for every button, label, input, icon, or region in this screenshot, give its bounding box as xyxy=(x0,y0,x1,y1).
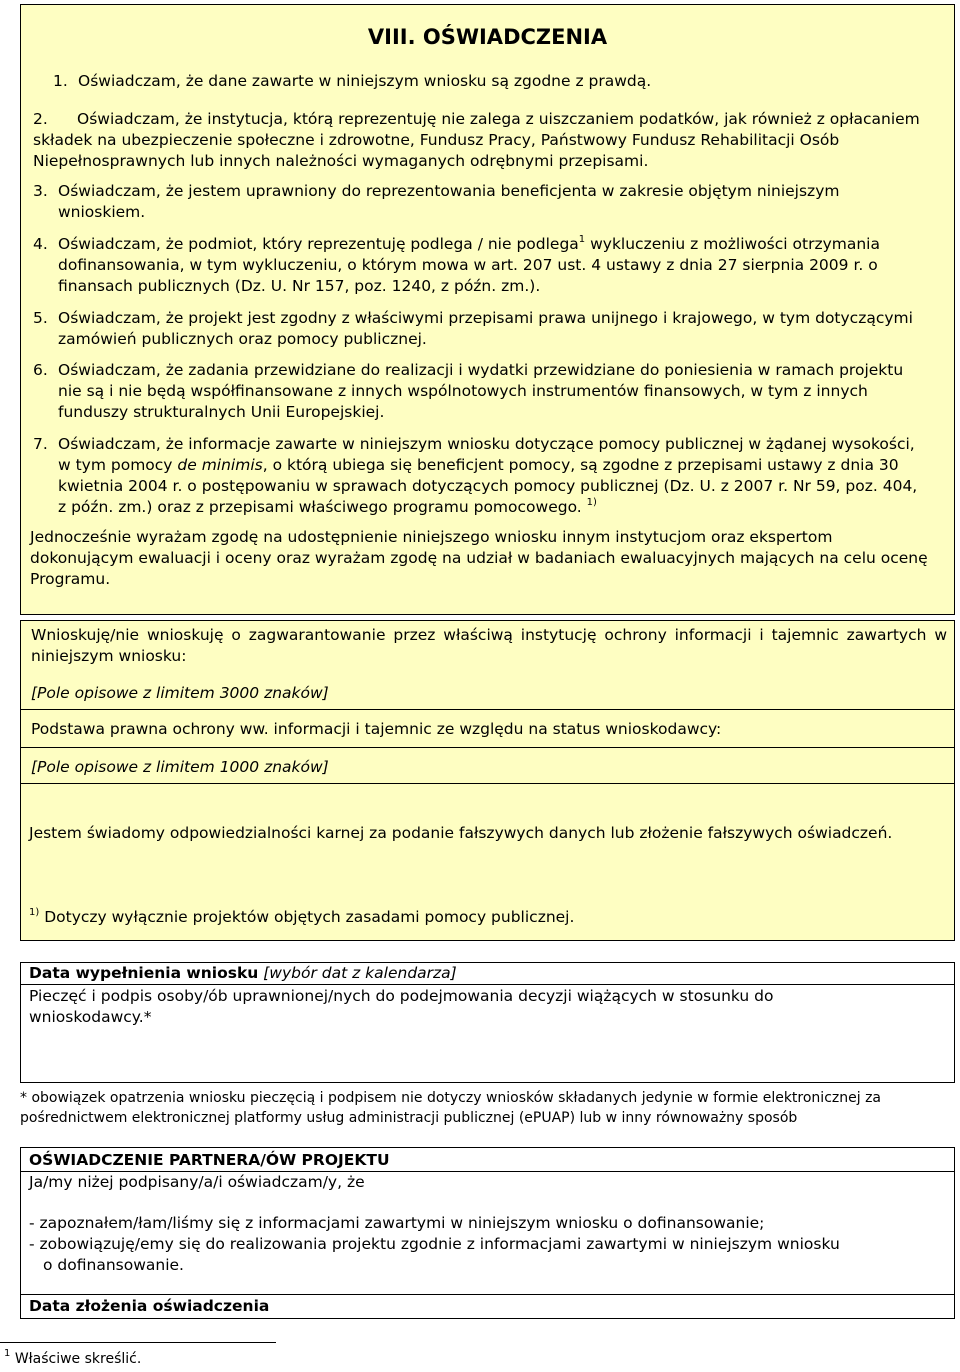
declaration-4 xyxy=(33,234,930,297)
partner-title: OŚWIADCZENIE PARTNERA/ÓW PROJEKTU xyxy=(29,1151,390,1169)
protection-request: Wnioskuję/nie wnioskuję o zagwarantowanie przez właściwą instytucję ochrony informacji i tajemnic zawartych w niniejszym wniosku: xyxy=(31,626,947,665)
divider xyxy=(21,747,954,748)
consent-text: Jednocześnie wyrażam zgodę na udostępnienie niniejszego wniosku innym instytucjom oraz ekspertom dokonującym ewaluacji i oceny oraz wyrażam zgodę na udział w badaniach ewaluacyjnych mających na celu ocenę Programu. xyxy=(30,528,928,588)
responsibility-text: Jestem świadomy odpowiedzialności karnej za podanie fałszywych danych lub złożenie fałszywych oświadczeń. xyxy=(29,824,893,842)
declaration-number: 6. xyxy=(33,361,48,379)
signature-footnote: * obowiązek opatrzenia wniosku pieczęcią i podpisem nie dotyczy wniosków składanych jedynie w formie elektronicznej za pośrednictwem elektronicznej platformy usług administracji publicznej (ePUAP) lub w inny równoważny sposób xyxy=(20,1090,881,1126)
declaration-text: Oświadczam, że dane zawarte w niniejszym wniosku są zgodne z prawdą. xyxy=(78,72,652,90)
declaration-2 xyxy=(33,109,930,172)
protection-field-2[interactable]: [Pole opisowe z limitem 1000 znaków] xyxy=(31,758,329,776)
declaration-number: 2. xyxy=(33,110,48,128)
partner-section xyxy=(20,1147,955,1319)
partner-line-2: - zobowiązuję/emy się do realizowania projektu zgodnie z informacjami zawartymi w niniejszym wniosku xyxy=(29,1235,840,1253)
public-aid-note xyxy=(29,907,574,928)
footnote-ref: 1) xyxy=(29,906,40,918)
declaration-number: 4. xyxy=(33,235,48,253)
partner-line-2-cont: o dofinansowanie. xyxy=(43,1256,184,1274)
divider xyxy=(21,984,954,985)
footnote-ref: 1 xyxy=(578,233,586,245)
legal-basis-label: Podstawa prawna ochrony ww. informacji i tajemnic ze względu na status wnioskodawcy: xyxy=(31,720,722,738)
declaration-text: Oświadczam, że zadania przewidziane do realizacji i wydatki przewidziane do poniesienia w ramach projektu nie są i nie będą współfinansowane z innych wspólnotowych instrumentów finansowych, w tym z innych funduszy strukturalnych Unii Europejskiej. xyxy=(58,361,904,421)
public-aid-note-text: Dotyczy wyłącznie projektów objętych zasadami pomocy publicznej. xyxy=(39,908,575,926)
declaration-1 xyxy=(53,71,930,92)
protection-section xyxy=(20,620,955,941)
date-picker-hint[interactable]: [wybór dat z kalendarza] xyxy=(258,964,457,982)
declaration-number: 3. xyxy=(33,182,48,200)
page-footnote-text: Właściwe skreślić. xyxy=(10,1351,142,1367)
declaration-text: Oświadczam, że instytucja, którą reprezentuję nie zalega z uiszczaniem podatków, jak również z opłacaniem składek na ubezpieczenie społeczne i zdrowotne, Fundusz Pracy, Państwowy Fundusz Rehabilitacji Osób Niepełnosprawnych lub innych należności wymaganych odrębnymi przepisami. xyxy=(33,110,920,170)
declaration-text-cont: , o którą ubiega się beneficjent pomocy, są zgodne z przepisami ustawy z dnia 30 kwietnia 2004 r. o postępowaniu w sprawach dotyczących pomocy publicznej (Dz. U. z 2007 r. Nr 59, poz. 404, z późn. zm.) oraz z przepisami właściwego programu pomocowego. xyxy=(58,456,918,516)
declaration-italic: de minimis xyxy=(177,456,263,474)
declaration-text: Oświadczam, że projekt jest zgodny z właściwymi przepisami prawa unijnego i krajowego, w tym dotyczącymi zamówień publicznych oraz pomocy publicznej. xyxy=(58,309,913,348)
footnote-separator xyxy=(0,1342,276,1343)
partner-intro: Ja/my niżej podpisany/a/i oświadczam/y, że xyxy=(29,1173,365,1191)
declaration-6 xyxy=(33,360,930,423)
declaration-3 xyxy=(33,181,930,223)
protection-field-1[interactable]: [Pole opisowe z limitem 3000 znaków] xyxy=(31,684,329,702)
footnote-ref: 1 xyxy=(4,1348,11,1360)
declaration-number: 1. xyxy=(53,72,68,90)
signature-section xyxy=(20,962,955,1083)
declaration-5 xyxy=(33,308,930,350)
declaration-text-cont: wykluczeniu z możliwości otrzymania dofinansowania, w tym wykluczeniu, o którym mowa w art. 207 ust. 4 ustawy z dnia 27 sierpnia 2009 r. o finansach publicznych (Dz. U. Nr 157, poz. 1240, z późn. zm.). xyxy=(58,235,880,295)
declaration-text: Oświadczam, że informacje zawarte w niniejszym wniosku dotyczące pomocy publicznej w żądanej wysokości, w tym pomocy xyxy=(58,435,915,474)
declaration-number: 7. xyxy=(33,435,48,453)
declaration-7 xyxy=(33,434,930,518)
stamp-signature-text: Pieczęć i podpis osoby/ób uprawnionej/nych do podejmowania decyzji wiążących w stosunku do wnioskodawcy.* xyxy=(29,987,774,1026)
section-title: VIII. OŚWIADCZENIA xyxy=(367,25,608,49)
divider xyxy=(21,709,954,710)
declaration-text: Oświadczam, że podmiot, który reprezentuję podlega / nie podlega xyxy=(58,235,579,253)
declarations-section xyxy=(20,4,955,615)
page-footnote xyxy=(4,1349,141,1370)
date-label: Data wypełnienia wniosku xyxy=(29,964,259,982)
declaration-text: Oświadczam, że jestem uprawniony do reprezentowania beneficjenta w zakresie objętym niniejszym wnioskiem. xyxy=(58,182,840,221)
declaration-number: 5. xyxy=(33,309,48,327)
partner-date-label: Data złożenia oświadczenia xyxy=(29,1297,270,1315)
divider xyxy=(21,1294,954,1295)
partner-line-1: - zapoznałem/łam/liśmy się z informacjami zawartymi w niniejszym wniosku o dofinansowanie; xyxy=(29,1214,765,1232)
divider xyxy=(21,783,954,784)
footnote-ref: 1) xyxy=(586,496,597,508)
